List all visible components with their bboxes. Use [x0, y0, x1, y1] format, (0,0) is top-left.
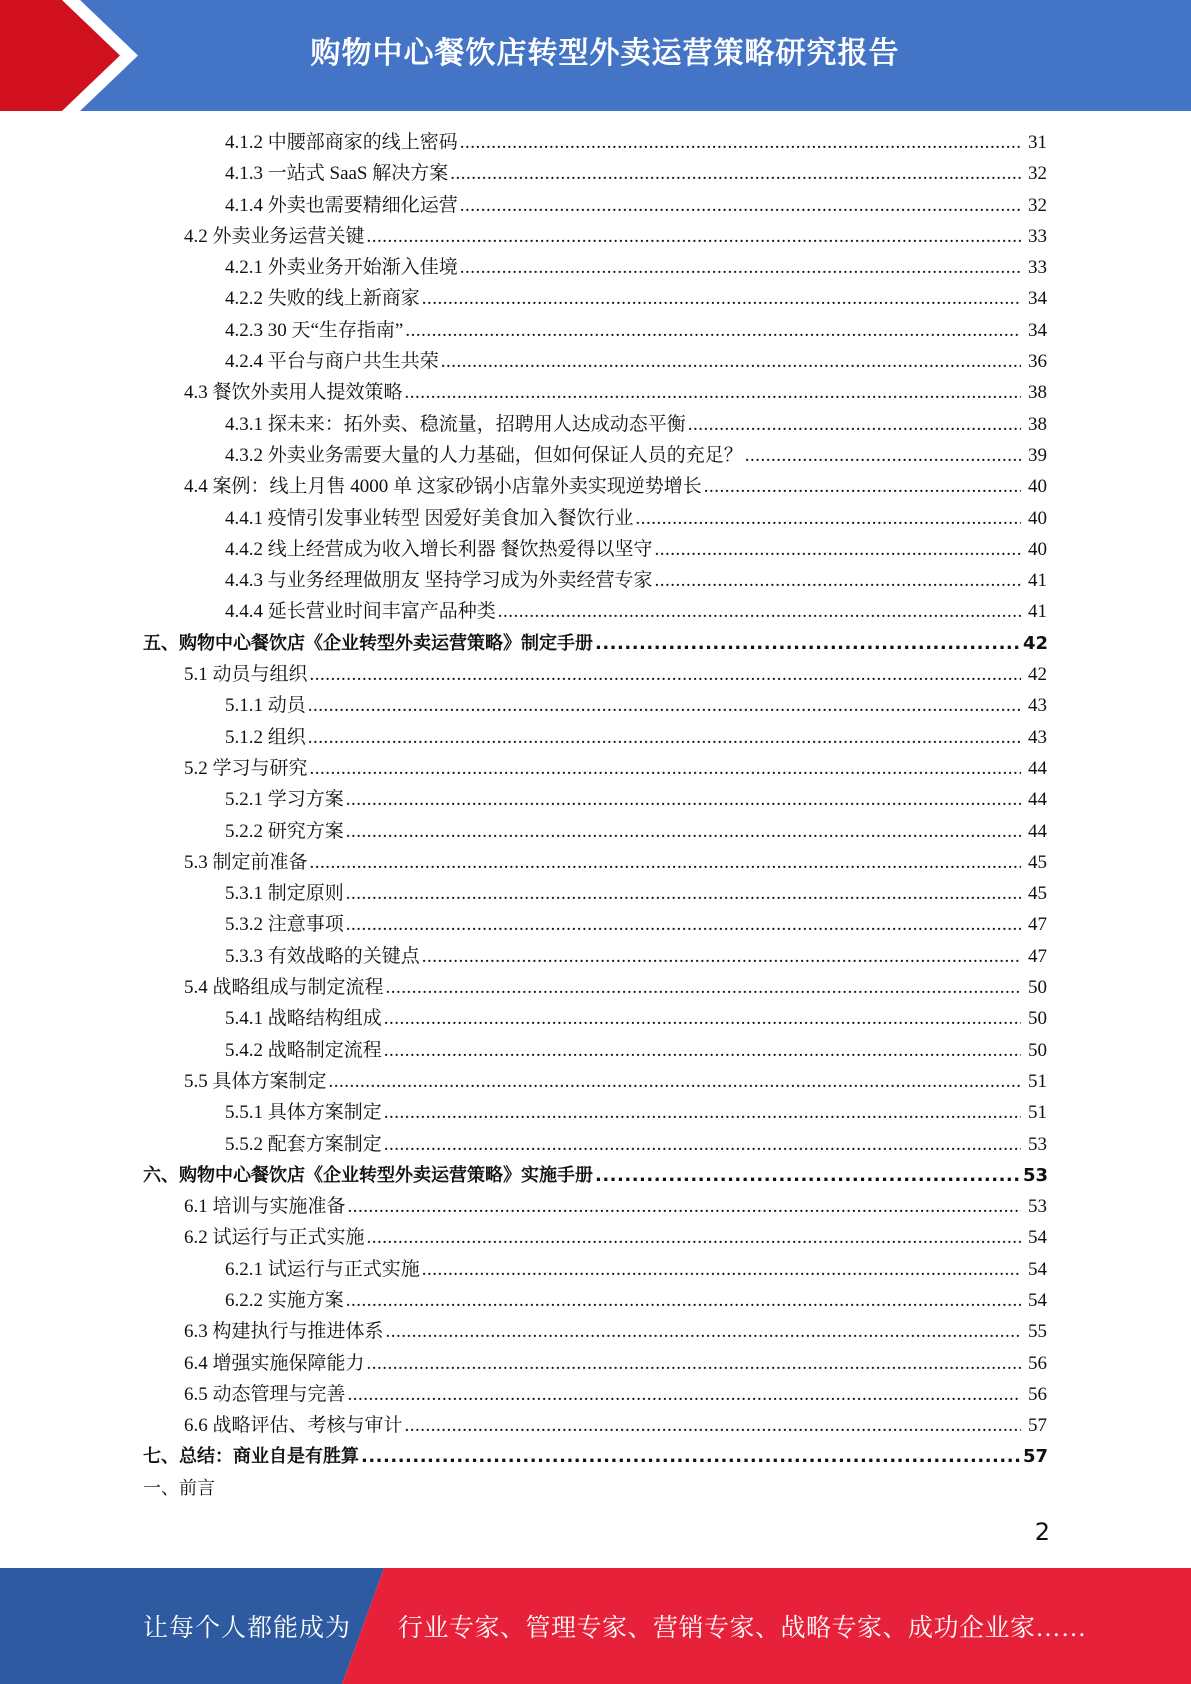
toc-entry-label: 4.4.4 延长营业时间丰富产品种类 [225, 601, 496, 623]
toc-dot-leader [346, 784, 1021, 815]
toc-dot-leader [498, 596, 1021, 627]
toc-dot-leader [441, 346, 1021, 377]
toc-entry-label: 5.2.2 研究方案 [225, 820, 344, 842]
toc-entry-label: 6.4 增强实施保障能力 [184, 1352, 365, 1374]
toc-entry[interactable] [0, 409, 1191, 440]
toc-entry-page: 57 [1023, 1446, 1049, 1468]
toc-entry[interactable] [0, 1285, 1191, 1316]
toc-entry-label: 6.2 试运行与正式实施 [184, 1227, 365, 1249]
toc-entry-label: 5.5 具体方案制定 [184, 1070, 327, 1092]
toc-heading-text [0, 1473, 1191, 1504]
toc-dot-leader [346, 816, 1021, 847]
toc-entry-page: 53 [1023, 1164, 1049, 1186]
toc-entry[interactable] [0, 158, 1191, 189]
toc-entry-page: 45 [1028, 883, 1047, 905]
toc-entry-page: 40 [1028, 476, 1047, 498]
toc-entry-page: 44 [1028, 757, 1047, 779]
toc-dot-leader [405, 377, 1021, 408]
toc-dot-leader [422, 283, 1021, 314]
toc-entry[interactable] [0, 1191, 1191, 1222]
toc-entry[interactable] [0, 1003, 1191, 1034]
toc-dot-leader [386, 972, 1021, 1003]
toc-dot-leader [704, 471, 1021, 502]
report-title: 购物中心餐饮店转型外卖运营策略研究报告 [310, 36, 900, 71]
header-arrow-decoration [0, 0, 150, 111]
toc-entry[interactable] [0, 596, 1191, 627]
toc-dot-leader [405, 1410, 1021, 1441]
toc-dot-leader [688, 409, 1021, 440]
toc-entry-label: 4.2.3 30 天“生存指南” [225, 319, 404, 341]
toc-dot-leader [655, 565, 1021, 596]
toc-entry-page: 50 [1028, 977, 1047, 999]
toc-entry-page: 33 [1028, 257, 1047, 279]
toc-dot-leader [367, 1348, 1021, 1379]
toc-dot-leader [361, 1441, 1021, 1472]
toc-entry[interactable] [0, 659, 1191, 690]
toc-dot-leader [595, 1160, 1021, 1191]
toc-entry[interactable] [0, 1348, 1191, 1379]
toc-entry-page: 51 [1028, 1070, 1047, 1092]
toc-dot-leader [405, 315, 1021, 346]
toc-entry[interactable] [0, 1097, 1191, 1128]
toc-entry[interactable] [0, 315, 1191, 346]
toc-entry[interactable] [0, 1379, 1191, 1410]
toc-entry-label: 一、前言 [143, 1477, 215, 1498]
toc-entry-page: 50 [1028, 1008, 1047, 1030]
toc-dot-leader [348, 1191, 1021, 1222]
toc-entry-page: 38 [1028, 382, 1047, 404]
toc-entry-page: 45 [1028, 851, 1047, 873]
toc-dot-leader [346, 878, 1021, 909]
toc-entry-label: 4.3.2 外卖业务需要大量的人力基础，但如何保证人员的充足？ [225, 444, 743, 466]
toc-entry[interactable] [0, 1316, 1191, 1347]
footer-slogan-left: 让每个人都能成为 [143, 1615, 352, 1642]
toc-entry-label: 六、购物中心餐饮店《企业转型外卖运营策略》实施手册 [143, 1164, 593, 1186]
toc-dot-leader [595, 628, 1021, 659]
toc-entry-page: 32 [1028, 163, 1047, 185]
toc-entry[interactable] [0, 972, 1191, 1003]
toc-entry-label: 6.5 动态管理与完善 [184, 1383, 346, 1405]
toc-entry-page: 32 [1028, 194, 1047, 216]
toc-entry-page: 47 [1028, 945, 1047, 967]
toc-dot-leader [310, 753, 1021, 784]
toc-dot-leader [348, 1379, 1021, 1410]
toc-entry[interactable] [0, 816, 1191, 847]
footer-slogan-right: 行业专家、管理专家、营销专家、战略专家、成功企业家…… [398, 1615, 1087, 1642]
toc-chapter-entry[interactable] [0, 1160, 1191, 1191]
toc-entry[interactable] [0, 1129, 1191, 1160]
toc-entry[interactable] [0, 1410, 1191, 1441]
toc-entry-page: 41 [1028, 570, 1047, 592]
toc-entry-page: 47 [1028, 914, 1047, 936]
toc-entry-page: 38 [1028, 413, 1047, 435]
toc-entry-page: 56 [1028, 1383, 1047, 1405]
toc-entry[interactable] [0, 753, 1191, 784]
toc-entry-label: 4.2 外卖业务运营关键 [184, 225, 365, 247]
toc-entry-label: 4.2.2 失败的线上新商家 [225, 288, 420, 310]
toc-entry[interactable] [0, 690, 1191, 721]
toc-entry[interactable] [0, 190, 1191, 221]
toc-entry[interactable] [0, 221, 1191, 252]
toc-entry-label: 4.4 案例：线上月售 4000 单 这家砂锅小店靠外卖实现逆势增长 [184, 476, 702, 498]
toc-entry[interactable] [0, 346, 1191, 377]
toc-entry-label: 5.4.1 战略结构组成 [225, 1008, 382, 1030]
page-footer [0, 1568, 1191, 1684]
toc-dot-leader [384, 1097, 1021, 1128]
toc-entry-label: 6.2.2 实施方案 [225, 1289, 344, 1311]
toc-entry-label: 4.4.3 与业务经理做朋友 坚持学习成为外卖经营专家 [225, 570, 653, 592]
toc-entry-page: 57 [1028, 1415, 1047, 1437]
toc-dot-leader [346, 1285, 1021, 1316]
toc-entry[interactable] [0, 283, 1191, 314]
toc-entry-label: 五、购物中心餐饮店《企业转型外卖运营策略》制定手册 [143, 632, 593, 654]
toc-dot-leader [308, 722, 1021, 753]
toc-entry[interactable] [0, 909, 1191, 940]
toc-entry-page: 43 [1028, 695, 1047, 717]
toc-dot-leader [460, 252, 1021, 283]
toc-dot-leader [310, 847, 1021, 878]
toc-entry-page: 40 [1028, 507, 1047, 529]
toc-entry-page: 43 [1028, 726, 1047, 748]
toc-entry-label: 6.6 战略评估、考核与审计 [184, 1415, 403, 1437]
toc-entry-page: 31 [1028, 132, 1047, 153]
toc-entry-label: 5.3 制定前准备 [184, 851, 308, 873]
toc-entry-label: 6.1 培训与实施准备 [184, 1196, 346, 1218]
toc-entry-page: 39 [1028, 444, 1047, 466]
toc-entry-label: 4.1.4 外卖也需要精细化运营 [225, 194, 458, 216]
toc-entry-label: 5.5.2 配套方案制定 [225, 1133, 382, 1155]
toc-entry-label: 5.1 动员与组织 [184, 664, 308, 686]
toc-entry[interactable] [0, 878, 1191, 909]
toc-entry[interactable] [0, 127, 1191, 158]
toc-dot-leader [384, 1003, 1021, 1034]
toc-chapter-entry[interactable] [0, 1441, 1191, 1472]
page-header [0, 0, 1191, 111]
toc-entry[interactable] [0, 941, 1191, 972]
toc-entry-label: 4.1.2 中腰部商家的线上密码 [225, 132, 458, 153]
toc-entry-label: 5.4 战略组成与制定流程 [184, 977, 384, 999]
toc-entry-page: 33 [1028, 225, 1047, 247]
toc-entry[interactable] [0, 1222, 1191, 1253]
toc-entry[interactable] [0, 565, 1191, 596]
toc-entry-label: 4.4.2 线上经营成为收入增长利器 餐饮热爱得以坚守 [225, 538, 653, 560]
toc-entry-page: 54 [1028, 1289, 1047, 1311]
toc-entry[interactable] [0, 377, 1191, 408]
toc-entry-label: 4.3.1 探未来：拓外卖、稳流量，招聘用人达成动态平衡 [225, 413, 686, 435]
toc-entry-label: 4.1.3 一站式 SaaS 解决方案 [225, 163, 449, 185]
toc-entry-label: 5.2.1 学习方案 [225, 789, 344, 811]
toc-entry-label: 5.3.2 注意事项 [225, 914, 344, 936]
toc-dot-leader [460, 190, 1021, 221]
toc-entry-label: 4.3 餐饮外卖用人提效策略 [184, 382, 403, 404]
toc-dot-leader [384, 1035, 1021, 1066]
page-number: 2 [1034, 1518, 1050, 1546]
toc-entry-page: 44 [1028, 789, 1047, 811]
toc-dot-leader [310, 659, 1021, 690]
toc-entry[interactable] [0, 534, 1191, 565]
toc-entry[interactable] [0, 1035, 1191, 1066]
toc-entry-page: 41 [1028, 601, 1047, 623]
toc-dot-leader [384, 1129, 1021, 1160]
toc-entry-page: 51 [1028, 1102, 1047, 1124]
toc-entry-page: 50 [1028, 1039, 1047, 1061]
toc-dot-leader [329, 1066, 1021, 1097]
toc-dot-leader [386, 1316, 1021, 1347]
toc-chapter-entry[interactable] [0, 628, 1191, 659]
toc-entry[interactable] [0, 1066, 1191, 1097]
toc-dot-leader [367, 1222, 1021, 1253]
toc-entry-label: 4.2.1 外卖业务开始渐入佳境 [225, 257, 458, 279]
toc-entry-page: 44 [1028, 820, 1047, 842]
toc-entry-label: 6.2.1 试运行与正式实施 [225, 1258, 420, 1280]
toc-entry-page: 53 [1028, 1196, 1047, 1218]
toc-entry-page: 42 [1028, 664, 1047, 686]
toc-entry-label: 5.5.1 具体方案制定 [225, 1102, 382, 1124]
toc-dot-leader [422, 1254, 1021, 1285]
toc-entry-page: 42 [1023, 632, 1049, 654]
toc-entry-label: 6.3 构建执行与推进体系 [184, 1321, 384, 1343]
toc-entry-label: 5.3.3 有效战略的关键点 [225, 945, 420, 967]
toc-entry-page: 54 [1028, 1258, 1047, 1280]
toc-entry[interactable] [0, 784, 1191, 815]
toc-dot-leader [422, 941, 1021, 972]
toc-entry-label: 5.4.2 战略制定流程 [225, 1039, 382, 1061]
toc-entry-label: 5.2 学习与研究 [184, 757, 308, 779]
toc-entry[interactable] [0, 1254, 1191, 1285]
toc-dot-leader [450, 158, 1021, 189]
toc-entry[interactable] [0, 252, 1191, 283]
toc-entry-label: 4.2.4 平台与商户共生共荣 [225, 351, 439, 373]
toc-entry-page: 34 [1028, 319, 1047, 341]
table-of-contents [0, 127, 1191, 1504]
toc-entry-label: 5.3.1 制定原则 [225, 883, 344, 905]
toc-entry[interactable] [0, 471, 1191, 502]
toc-dot-leader [308, 690, 1021, 721]
toc-entry-label: 4.4.1 疫情引发事业转型 因爱好美食加入餐饮行业 [225, 507, 634, 529]
toc-entry-page: 56 [1028, 1352, 1047, 1374]
toc-entry[interactable] [0, 722, 1191, 753]
toc-entry-page: 54 [1028, 1227, 1047, 1249]
toc-entry-label: 七、总结：商业自是有胜算 [143, 1446, 359, 1468]
toc-entry-page: 40 [1028, 538, 1047, 560]
toc-dot-leader [745, 440, 1021, 471]
toc-dot-leader [636, 503, 1021, 534]
toc-entry-label: 5.1.1 动员 [225, 695, 306, 717]
toc-dot-leader [346, 909, 1021, 940]
toc-entry[interactable] [0, 440, 1191, 471]
toc-entry-page: 34 [1028, 288, 1047, 310]
toc-entry-label: 5.1.2 组织 [225, 726, 306, 748]
toc-entry[interactable] [0, 503, 1191, 534]
toc-dot-leader [655, 534, 1021, 565]
toc-entry-page: 55 [1028, 1321, 1047, 1343]
toc-entry-page: 53 [1028, 1133, 1047, 1155]
toc-dot-leader [460, 127, 1021, 158]
toc-entry-page: 36 [1028, 351, 1047, 373]
toc-dot-leader [367, 221, 1021, 252]
toc-entry[interactable] [0, 847, 1191, 878]
